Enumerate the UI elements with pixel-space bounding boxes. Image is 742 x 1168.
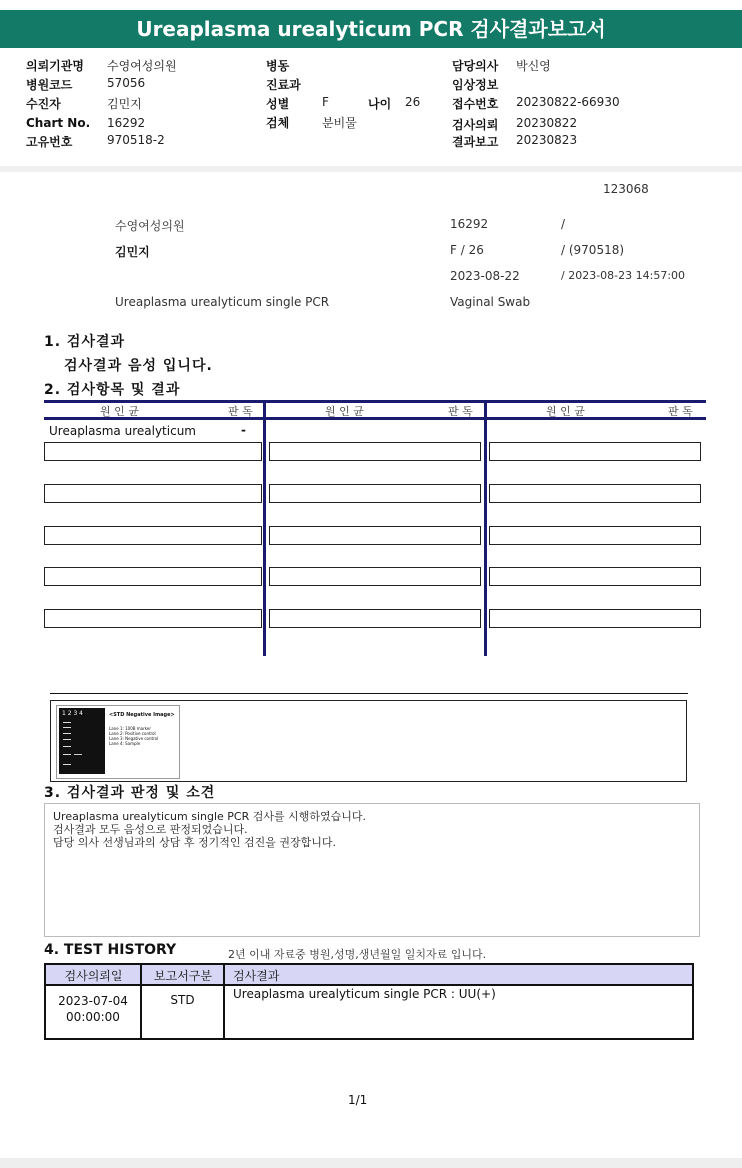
- info-patient: 김민지: [115, 245, 150, 259]
- value-hospital: 수영여성의원: [107, 59, 177, 73]
- result-row: [269, 567, 481, 586]
- info-hospital: 수영여성의원: [115, 219, 185, 233]
- value-request-date: 20230822: [516, 116, 578, 130]
- label-unique-no: 고유번호: [26, 135, 73, 149]
- gel-caption-line: Lane 4: Sample: [109, 741, 141, 746]
- result-row: [44, 567, 262, 586]
- history-row-result: Ureaplasma urealyticum single PCR : UU(+): [233, 987, 496, 1001]
- label-doctor: 담당의사: [452, 59, 499, 73]
- gel-caption-line: Lane 3: Negative control: [109, 736, 159, 741]
- col-header-judge-3: 판 독: [668, 405, 693, 418]
- result-row: [44, 526, 262, 545]
- result-row: [269, 526, 481, 545]
- info-id: / (970518): [561, 243, 625, 257]
- label-hospital-code: 병원코드: [26, 78, 73, 92]
- result-row: [269, 609, 481, 628]
- value-sex: F: [322, 95, 329, 109]
- header-separator: [0, 166, 742, 172]
- history-row-date: [46, 993, 140, 1025]
- history-note: 2년 이내 자료중 병원,성명,생년월일 일치자료 입니다.: [228, 948, 487, 961]
- opinion-line: 담당 의사 선생님과의 상담 후 정기적인 검진을 권장합니다.: [53, 836, 336, 849]
- label-clinical-info: 임상정보: [452, 78, 499, 92]
- gel-band: [63, 733, 71, 734]
- value-chart-no: 16292: [107, 116, 146, 130]
- history-col-result: 검사결과: [233, 969, 280, 983]
- table-top-line: [44, 400, 706, 403]
- gel-band: [74, 754, 82, 755]
- label-specimen: 검체: [266, 116, 290, 130]
- value-unique-no: 970518-2: [107, 133, 165, 147]
- footer-bar: [0, 1158, 742, 1168]
- pathogen-name: Ureaplasma urealyticum: [49, 424, 196, 438]
- label-patient: 수진자: [26, 97, 61, 111]
- col-header-pathogen-2: 원 인 균: [325, 405, 364, 418]
- result-row: [269, 442, 481, 461]
- pathogen-result: -: [241, 423, 246, 437]
- label-sex: 성별: [266, 97, 290, 111]
- result-row: [44, 442, 262, 461]
- history-row-type: STD: [170, 993, 195, 1007]
- section-1-title: 1. 검사결과: [44, 334, 126, 350]
- label-department: 진료과: [266, 78, 301, 92]
- page-number: 1/1: [348, 1093, 368, 1107]
- result-row: [489, 609, 701, 628]
- gel-image-frame: [50, 700, 687, 782]
- gel-band: [63, 754, 71, 755]
- value-hospital-code: 57056: [107, 76, 146, 90]
- value-patient: 김민지: [107, 97, 142, 111]
- col-header-pathogen-3: 원 인 균: [546, 405, 585, 418]
- label-chart-no: Chart No.: [26, 116, 91, 130]
- gel-band: [63, 746, 71, 747]
- col-header-judge-1: 판 독: [228, 405, 253, 418]
- result-row: [489, 442, 701, 461]
- opinion-box: [44, 803, 700, 937]
- opinion-line: 검사결과 모두 음성으로 판정되었습니다.: [53, 823, 248, 836]
- history-divider: [223, 965, 225, 1038]
- gel-band: [63, 727, 71, 728]
- section-2-title: 2. 검사항목 및 결과: [44, 382, 181, 398]
- gel-caption-line: Lane 2: Positive control: [109, 731, 156, 736]
- report-code: 123068: [603, 182, 649, 196]
- info-chart: 16292: [450, 217, 489, 231]
- result-row: [489, 484, 701, 503]
- table-header-line: [44, 417, 706, 420]
- result-row: [489, 567, 701, 586]
- col-header-pathogen-1: 원 인 균: [100, 405, 139, 418]
- gel-image-panel: [56, 705, 180, 779]
- gel-top-rule: [50, 693, 688, 694]
- result-row: [44, 609, 262, 628]
- gel-band: [63, 764, 71, 765]
- value-report-date: 20230823: [516, 133, 578, 147]
- col-header-judge-2: 판 독: [448, 405, 473, 418]
- label-ward: 병동: [266, 59, 290, 73]
- gel-band: [63, 722, 71, 723]
- result-row: [489, 526, 701, 545]
- gel-image: [59, 708, 105, 774]
- label-age: 나이: [368, 97, 392, 111]
- opinion-line: Ureaplasma urealyticum single PCR 검사를 시행하였습니다.: [53, 810, 366, 823]
- value-doctor: 박신영: [516, 59, 551, 73]
- gel-lane-labels: 1 2 3 4: [62, 710, 83, 717]
- info-date-report: / 2023-08-23 14:57:00: [561, 269, 686, 282]
- result-row: [44, 484, 262, 503]
- gel-caption-line: Lane 1: 100B marker: [109, 726, 152, 731]
- report-title: Ureaplasma urealyticum PCR 검사결과보고서: [0, 10, 742, 48]
- label-report-date: 결과보고: [452, 135, 499, 149]
- info-date-request: 2023-08-22: [450, 269, 520, 283]
- section-3-title: 3. 검사결과 판정 및 소견: [44, 785, 216, 801]
- section-4-title: 4. TEST HISTORY: [44, 942, 177, 958]
- table-divider-2: [484, 400, 487, 656]
- result-row: [269, 484, 481, 503]
- info-test-name: Ureaplasma urealyticum single PCR: [115, 295, 330, 309]
- value-age: 26: [405, 95, 421, 109]
- gel-caption: [109, 726, 158, 746]
- info-slash: /: [561, 217, 566, 231]
- table-divider-1: [263, 400, 266, 656]
- history-time: 00:00:00: [66, 1010, 120, 1024]
- history-col-type: 보고서구분: [154, 969, 212, 983]
- info-sex-age: F / 26: [450, 243, 484, 257]
- history-header-row: [46, 965, 692, 986]
- section-1-result: 검사결과 음성 입니다.: [64, 358, 213, 374]
- history-table: [44, 963, 694, 1040]
- gel-caption-title: <STD Negative Image>: [109, 712, 175, 718]
- history-col-date: 검사의뢰일: [64, 969, 123, 983]
- value-receipt-no: 20230822-66930: [516, 95, 620, 109]
- history-date: 2023-07-04: [58, 994, 128, 1008]
- value-specimen: 분비물: [322, 116, 357, 130]
- info-specimen: Vaginal Swab: [450, 295, 531, 309]
- label-receipt-no: 접수번호: [452, 97, 499, 111]
- label-request-date: 검사의뢰: [452, 118, 499, 132]
- gel-band: [63, 739, 71, 740]
- label-hospital: 의뢰기관명: [26, 59, 84, 73]
